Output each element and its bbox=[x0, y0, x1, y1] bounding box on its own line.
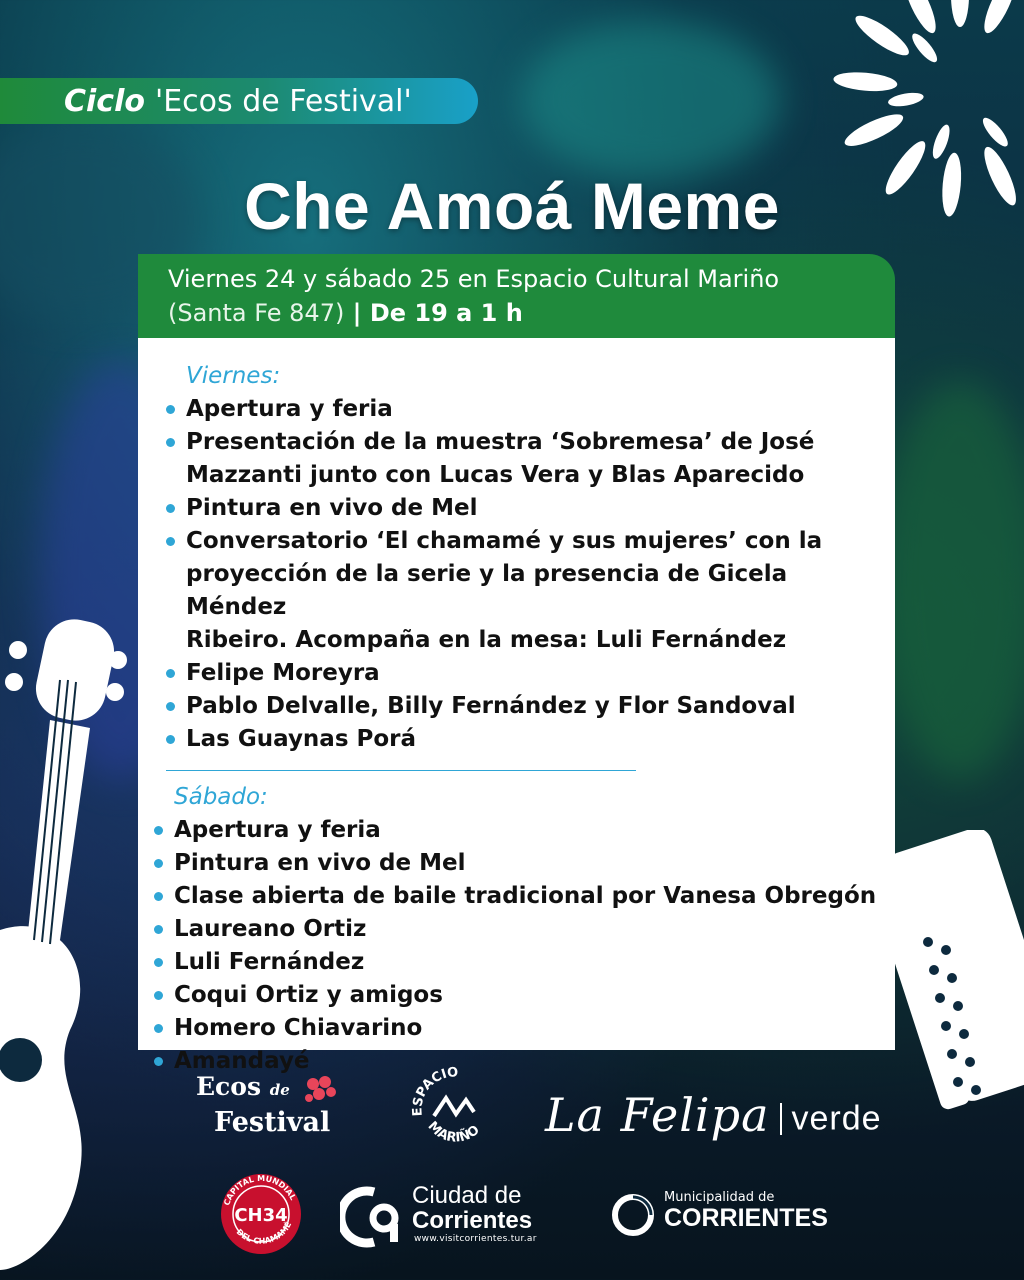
viernes-label: Viernes: bbox=[186, 363, 281, 389]
list-item: Homero Chiavarino bbox=[174, 1012, 895, 1045]
event-address: (Santa Fe 847) bbox=[168, 299, 345, 327]
espacio-marino-logo bbox=[410, 1064, 500, 1154]
list-item: Pintura en vivo de Mel bbox=[174, 847, 895, 880]
capital-top-text: CAPITAL MUNDIAL bbox=[222, 1173, 298, 1207]
ecos-de-festival-logo: Ecos de Festival bbox=[196, 1074, 356, 1138]
sabado-label: Sábado: bbox=[174, 784, 268, 810]
viernes-list bbox=[186, 393, 895, 756]
list-item: Luli Fernández bbox=[174, 946, 895, 979]
background-light-glow bbox=[880, 380, 1024, 780]
guitar-decoration-icon bbox=[0, 610, 140, 1280]
muni-logo-icon bbox=[610, 1192, 656, 1238]
event-address-hours bbox=[168, 296, 895, 330]
list-item: Apertura y feria bbox=[174, 814, 895, 847]
capital-mundial-chamame-logo bbox=[216, 1172, 306, 1256]
accordion-decoration-icon bbox=[890, 830, 1024, 1120]
event-date-band bbox=[138, 254, 895, 338]
ciudad-logo-icon bbox=[340, 1186, 406, 1248]
section-divider bbox=[166, 770, 636, 771]
espacio-top-text: ESPACIO bbox=[410, 1065, 459, 1117]
espacio-bottom-text: MARIÑO bbox=[424, 1118, 483, 1146]
ciudad-de-corrientes-logo: Ciudad de Corrientes www.visitcorrientes.tur.ar bbox=[340, 1184, 537, 1244]
ciclo-banner bbox=[0, 78, 478, 124]
list-item: Clase abierta de baile tradicional por Vanesa Obregón bbox=[174, 880, 895, 913]
ciclo-prefix: Ciclo bbox=[64, 83, 145, 119]
list-item: Conversatorio ‘El chamamé y sus mujeres’ con la proyección de la serie y la presencia de Gicela Méndez Ribeiro. Acompaña en la mesa: Luli Fernández bbox=[186, 525, 895, 657]
la-felipa-logo: La Felipa verde bbox=[545, 1088, 882, 1142]
list-item: Apertura y feria bbox=[186, 393, 895, 426]
background-light-glow bbox=[520, 20, 780, 180]
list-item: Laureano Ortiz bbox=[174, 913, 895, 946]
viernes-section bbox=[186, 360, 895, 756]
event-separator: | bbox=[344, 299, 370, 327]
list-item: Presentación de la muestra ‘Sobremesa’ de José Mazzanti junto con Lucas Vera y Blas Aparecido bbox=[186, 426, 895, 492]
event-hours: De 19 a 1 h bbox=[369, 299, 523, 327]
list-item: Pintura en vivo de Mel bbox=[186, 492, 895, 525]
list-item: Las Guaynas Porá bbox=[186, 723, 895, 756]
list-item: Amandayé bbox=[174, 1045, 895, 1078]
list-item: Felipe Moreyra bbox=[186, 657, 895, 690]
program-card bbox=[138, 338, 895, 1074]
capital-bottom-text: DEL CHAMAMÉ bbox=[234, 1220, 294, 1246]
event-dates-venue: Viernes 24 y sábado 25 en Espacio Cultural Mariño bbox=[168, 265, 780, 293]
list-item: Coqui Ortiz y amigos bbox=[174, 979, 895, 1012]
ciclo-name: 'Ecos de Festival' bbox=[154, 83, 412, 119]
svg-text:MARIÑO bbox=[425, 1119, 483, 1146]
page-title: Che Amoá Meme bbox=[244, 169, 780, 243]
list-item: Pablo Delvalle, Billy Fernández y Flor Sandoval bbox=[186, 690, 895, 723]
capital-center-text: CH34 bbox=[234, 1205, 288, 1226]
flower-logo-icon bbox=[301, 1074, 341, 1108]
sabado-list bbox=[174, 814, 895, 1078]
sabado-section bbox=[174, 781, 895, 1078]
municipalidad-corrientes-logo: Municipalidad de CORRIENTES bbox=[610, 1190, 828, 1231]
